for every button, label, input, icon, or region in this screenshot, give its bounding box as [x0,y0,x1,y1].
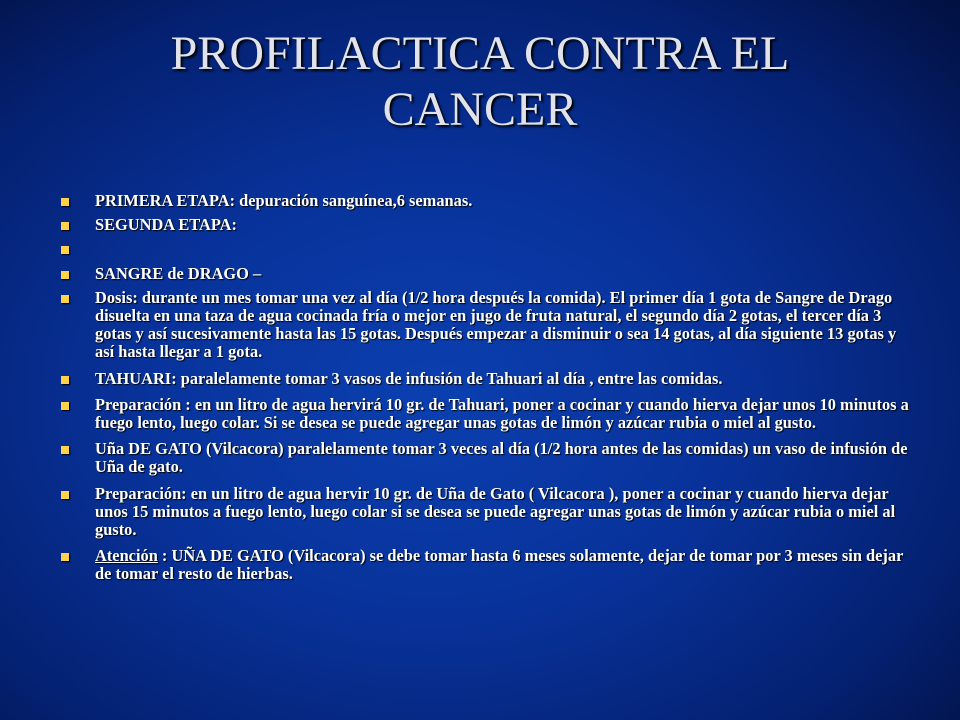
bullet-item-tahuari [60,370,910,388]
bullet-text: Dosis: durante un mes tomar una vez al día (1/2 hora después la comida). El primer día 1 gota de Sangre de Drago disuelta en una taza de agua cocinada fría o mejor en jugo de fruta natural, el segundo día 2 gotas, el tercer día 3 gotas y así sucesivamente hasta las 15 gotas. Después empezar a disminuir o sea 14 gotas, al día siguiente 13 gotas y así hasta llegar a 1 gota. [95,287,897,362]
bullet-item-dosis [60,289,910,362]
bullet-text: SANGRE de DRAGO – [95,263,262,283]
square-bullet-icon [61,271,69,279]
square-bullet-icon [61,402,69,410]
bullet-text: Preparación : en un litro de agua hervirá 10 gr. de Tahuari, poner a cocinar y cuando hierva dejar unos 10 minutos a fuego lento, luego colar. Si se desea se puede agregar unas gotas de limón y azúcar rubia o miel al gusto. [95,394,909,433]
bullet-text: Preparación: en un litro de agua hervir 10 gr. de Uña de Gato ( Vilcacora ), poner a cocinar y cuando hierva dejar unos 15 minutos a fuego lento, luego colar si se desea se puede agregar unas gotas de limón y azúcar rubia o miel al gusto. [95,483,896,540]
bullet-item-preparacion-tahuari [60,396,910,432]
bullet-item-segunda-etapa [60,216,910,234]
bullet-item-sangre-de-drago [60,265,910,283]
bullet-item-primera-etapa [60,192,910,210]
bullet-item-una-de-gato [60,440,910,476]
slide-title: PROFILACTICA CONTRA EL CANCER [170,27,790,136]
square-bullet-icon [61,446,69,454]
bullet-text: TAHUARI: paralelamente tomar 3 vasos de infusión de Tahuari al día , entre las comidas. [95,368,723,388]
bullet-text: SEGUNDA ETAPA: [95,215,237,235]
bullet-text: Uña DE GATO (Vilcacora) paralelamente tomar 3 veces al día (1/2 hora antes de las comidas) un vaso de infusión de Uña de gato. [95,439,908,477]
bullet-item-atencion [60,547,910,583]
bullet-text: : UÑA DE GATO (Vilcacora) se debe tomar hasta 6 meses solamente, dejar de tomar por 3 meses sin dejar de tomar el resto de hierbas. [95,546,904,584]
square-bullet-icon [61,376,69,384]
square-bullet-icon [61,553,69,561]
square-bullet-icon [61,222,69,230]
atencion-label: Atención [95,546,158,566]
square-bullet-icon [61,491,69,499]
square-bullet-icon [61,246,69,254]
square-bullet-icon [61,198,69,206]
bullet-text: PRIMERA ETAPA: depuración sanguínea,6 semanas. [95,191,473,210]
bullet-item-empty [60,240,910,258]
bullet-item-preparacion-una-de-gato [60,485,910,540]
square-bullet-icon [61,295,69,303]
bullet-list [60,192,910,584]
